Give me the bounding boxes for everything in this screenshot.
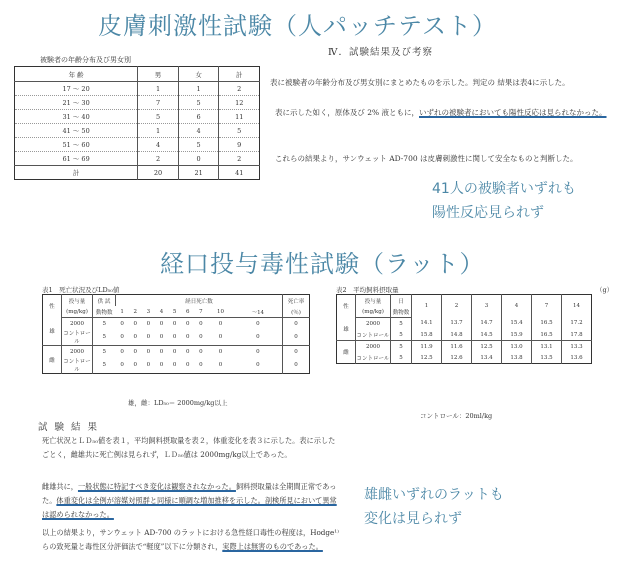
- day-label: 5: [168, 306, 181, 318]
- cell: 14.7: [472, 318, 502, 330]
- cell: 21: [178, 166, 219, 180]
- cell: 51 ～ 60: [15, 138, 138, 152]
- day-label: 2: [129, 306, 142, 318]
- cell: 5: [391, 352, 412, 364]
- cell: 16.5: [532, 329, 562, 341]
- cell: 0: [199, 334, 203, 340]
- cell: 12: [219, 96, 260, 110]
- col-sex: 性: [343, 304, 349, 311]
- table-row: [15, 82, 260, 96]
- cell: 11.9: [412, 341, 442, 353]
- table-row: [15, 110, 260, 124]
- col-days: 経日死亡数: [116, 295, 283, 307]
- table-total-row: [15, 166, 260, 180]
- cell: 1: [138, 124, 179, 138]
- table3-unit: （g）: [596, 286, 614, 294]
- day-label: 10: [207, 306, 233, 318]
- cell: 0: [172, 320, 177, 327]
- cell: 0: [172, 362, 177, 368]
- cell: 0: [199, 362, 203, 368]
- table-row: [15, 96, 260, 110]
- cell: 0: [133, 334, 137, 340]
- ld50-note: 雄，雌：LD₅₀＝ 2000mg/kg以上: [128, 399, 228, 407]
- table-header-row: [15, 67, 260, 82]
- cell: 12.6: [442, 352, 472, 364]
- cell: 0: [234, 346, 283, 358]
- cell: 5: [178, 96, 219, 110]
- cell: 0: [256, 362, 260, 368]
- mortality-table: [42, 294, 310, 374]
- day-label: 6: [181, 306, 194, 318]
- cell: 6: [178, 110, 219, 124]
- table-row: [15, 138, 260, 152]
- cell: 13.4: [472, 352, 502, 364]
- cell: 2: [138, 152, 179, 166]
- cell: 0: [185, 362, 190, 368]
- cell: 5: [391, 329, 412, 341]
- cell: 5: [219, 124, 260, 138]
- col-dose-unit: (mg/kg): [356, 306, 391, 318]
- cell: 0: [207, 346, 233, 358]
- cell: 13.5: [532, 352, 562, 364]
- day-label: 7: [532, 295, 562, 318]
- col-rate-unit: (％): [283, 306, 310, 318]
- cell: 41: [219, 166, 260, 180]
- cell: 0: [172, 334, 177, 340]
- cell: 16.5: [532, 318, 562, 330]
- day-label: 1: [412, 295, 442, 318]
- cell: 5: [93, 318, 116, 330]
- cell: 1: [138, 82, 179, 96]
- cell: 0: [178, 152, 219, 166]
- day-label: 2: [442, 295, 472, 318]
- cell: 0: [194, 346, 207, 358]
- cell: 4: [178, 124, 219, 138]
- cell: 0: [159, 362, 164, 368]
- highlight: 一般状態に特記すべき変化は観察されなかった。: [77, 482, 236, 491]
- cell: 4: [138, 138, 179, 152]
- col-animals: 供 試: [93, 295, 116, 307]
- sex-cell: 雄: [49, 329, 55, 336]
- cell: 1: [178, 82, 219, 96]
- col-total: 計: [219, 67, 260, 82]
- cell: 9: [219, 138, 260, 152]
- cell: コントロール: [63, 331, 91, 345]
- cell: 15.4: [502, 318, 532, 330]
- sex-cell: 雄: [343, 326, 349, 333]
- paragraph-3: これらの結果より，サンウェット AD-700 は皮膚刺激性に関して安全なものと判断した。: [275, 154, 578, 163]
- table-header-row: [43, 295, 310, 307]
- cell: 0: [218, 334, 223, 340]
- paragraph-1: 表に被験者の年齢分布及び男女別にまとめたものを示した。判定の 結果は表4に示した。: [270, 78, 570, 87]
- cell: 5: [93, 329, 116, 346]
- col-dose: 投与量: [62, 295, 93, 307]
- results-heading: 試 験 結 果: [38, 422, 100, 433]
- table-row: [43, 329, 310, 346]
- col-day-label: 日: [391, 295, 412, 307]
- annotation-line: 陽性反応見られず: [432, 205, 544, 221]
- cell: 0: [155, 346, 168, 358]
- cell: 0: [218, 362, 223, 368]
- cell: 0: [129, 346, 142, 358]
- cell: 0: [146, 320, 151, 327]
- cell: 0: [218, 320, 223, 327]
- table-row: [43, 318, 310, 330]
- highlight: 体重変化は全例が溶媒対照群と同様に順調な増加推移を示した。剖検所見において異常は認められなかった。: [42, 496, 337, 519]
- table-header-row: [43, 306, 310, 318]
- table1-caption: 被験者の年齢分布及び男女別: [40, 56, 131, 64]
- day-label: 3: [142, 306, 155, 318]
- table-row: [43, 357, 310, 374]
- cell: 13.0: [502, 341, 532, 353]
- table2-caption: 表1 死亡状況及びLD₅₀値: [42, 286, 120, 294]
- cell: 13.6: [562, 352, 592, 364]
- col-female: 女: [178, 67, 219, 82]
- cell: 41 ～ 50: [15, 124, 138, 138]
- cell: 13.7: [442, 318, 472, 330]
- cell: 0: [181, 346, 194, 358]
- cell: 2000: [356, 318, 391, 330]
- cell: 12.5: [472, 341, 502, 353]
- table-row: [15, 124, 260, 138]
- cell: 2: [219, 82, 260, 96]
- table3-caption: 表2 平均飼料摂取量: [336, 286, 399, 294]
- cell: 0: [283, 357, 310, 374]
- col-sex: 性: [49, 304, 55, 311]
- cell: 0: [146, 334, 151, 340]
- sex-cell: 雌: [337, 341, 356, 364]
- section-heading: Ⅳ．試験結果及び考察: [328, 47, 433, 58]
- table-row: [15, 152, 260, 166]
- cell: 12.5: [412, 352, 442, 364]
- cell: 5: [391, 341, 412, 353]
- table-header-row: [337, 295, 592, 307]
- table-row: [337, 318, 592, 330]
- col-animals: 動物数: [391, 306, 412, 318]
- sex-cell: 雌: [43, 346, 62, 374]
- cell: 0: [120, 320, 124, 327]
- cell: 0: [185, 334, 190, 340]
- cell: 14.1: [412, 318, 442, 330]
- cell: 2: [219, 152, 260, 166]
- results-paragraph-2: [42, 480, 342, 522]
- cell: コントロール: [63, 359, 91, 373]
- text: 雌雄共に，: [42, 482, 78, 491]
- cell: 0: [256, 320, 260, 327]
- cell: コントロール: [356, 329, 391, 341]
- annotation-line: 41人の被験者いずれも: [432, 181, 576, 197]
- cell: 0: [199, 320, 203, 327]
- cell: 0: [116, 346, 129, 358]
- title-oral-toxicity: 経口投与毒性試験（ラット）: [160, 250, 485, 278]
- cell: 2000: [62, 346, 93, 358]
- highlight: 実際上は無害のものであった。: [222, 542, 323, 551]
- cell: 0: [283, 346, 310, 358]
- cell: 14.5: [472, 329, 502, 341]
- col-dose-unit: (mg/kg): [62, 306, 93, 318]
- cell: 0: [146, 362, 151, 368]
- cell: 0: [185, 320, 190, 327]
- text: 以上の結果より，サンウェット AD-700 のラットにおける急性経口毒性の程度は，Hodge¹⁾ らの致死量と毒性区分評価法で“軽度”以下に分類され，: [42, 528, 339, 551]
- col-rate: 死亡率: [283, 295, 310, 307]
- cell: 13.8: [502, 352, 532, 364]
- cell: 0: [142, 346, 155, 358]
- cell: 13.1: [532, 341, 562, 353]
- cell: 11.6: [442, 341, 472, 353]
- cell: 0: [168, 346, 181, 358]
- cell: 計: [15, 166, 138, 180]
- cell: 14.8: [442, 329, 472, 341]
- table-row: [337, 341, 592, 353]
- cell: 0: [159, 334, 164, 340]
- annotation-line: 変化は見られず: [364, 511, 462, 527]
- day-label: 4: [155, 306, 168, 318]
- cell: 0: [133, 362, 137, 368]
- day-label: ～14: [234, 306, 283, 318]
- paragraph-2-lead: 表に示した如く，原体及び 2% 液ともに，: [275, 108, 420, 117]
- table-row: [337, 352, 592, 364]
- feed-intake-table: [336, 294, 592, 364]
- cell: 7: [138, 96, 179, 110]
- cell: 5: [138, 110, 179, 124]
- subjects-table: [14, 66, 260, 180]
- cell: 2000: [62, 318, 93, 330]
- col-age: 年 齢: [15, 67, 138, 82]
- results-paragraph-1: 死亡状況とＬＤ₅₀値を表１，平均飼料摂取量を表２，体重変化を表３に示した。表に示したごとく，雌雄共に死亡例は見られず，ＬＤ₅₀値は 2000mg/kg以上であった。: [42, 436, 336, 459]
- title-skin-irritation: 皮膚刺激性試験（人パッチテスト）: [98, 12, 498, 40]
- table-row: [43, 346, 310, 358]
- control-note: コントロール：20ml/kg: [420, 412, 493, 420]
- col-male: 男: [138, 67, 179, 82]
- cell: 0: [159, 320, 164, 327]
- text: 飼料摂取量は全期間正常であった。: [42, 482, 337, 505]
- results-paragraph-3: [42, 526, 342, 554]
- cell: 61 ～ 69: [15, 152, 138, 166]
- cell: 11: [219, 110, 260, 124]
- cell: 13.3: [562, 341, 592, 353]
- table-row: [337, 329, 592, 341]
- cell: コントロール: [356, 352, 391, 364]
- day-label: 14: [562, 295, 592, 318]
- cell: 5: [178, 138, 219, 152]
- col-dose: 投与量: [356, 295, 391, 307]
- cell: 0: [283, 318, 310, 330]
- cell: 0: [120, 334, 124, 340]
- annotation-rat: [364, 483, 504, 531]
- cell: 15.9: [502, 329, 532, 341]
- cell: 0: [120, 362, 124, 368]
- cell: 2000: [356, 341, 391, 353]
- cell: 21 ～ 30: [15, 96, 138, 110]
- day-label: 1: [116, 306, 129, 318]
- cell: 5: [391, 318, 412, 330]
- day-label: 7: [194, 306, 207, 318]
- day-label: 3: [472, 295, 502, 318]
- cell: 5: [93, 346, 116, 358]
- day-label: 4: [502, 295, 532, 318]
- cell: 31 ～ 40: [15, 110, 138, 124]
- annotation-line: 雄雌いずれのラットも: [364, 487, 504, 503]
- cell: 15.8: [412, 329, 442, 341]
- cell: 0: [283, 329, 310, 346]
- cell: 20: [138, 166, 179, 180]
- cell: 17.8: [562, 329, 592, 341]
- cell: 0: [256, 334, 260, 340]
- annotation-skin: [432, 177, 576, 225]
- paragraph-2: [275, 106, 635, 120]
- paragraph-2-highlight: いずれの被験者においても陽性反応は見られなかった。: [419, 108, 607, 117]
- col-animals-sub: 動物数: [93, 306, 116, 318]
- cell: 5: [93, 357, 116, 374]
- cell: 0: [133, 320, 137, 327]
- cell: 17.2: [562, 318, 592, 330]
- cell: 17 ～ 20: [15, 82, 138, 96]
